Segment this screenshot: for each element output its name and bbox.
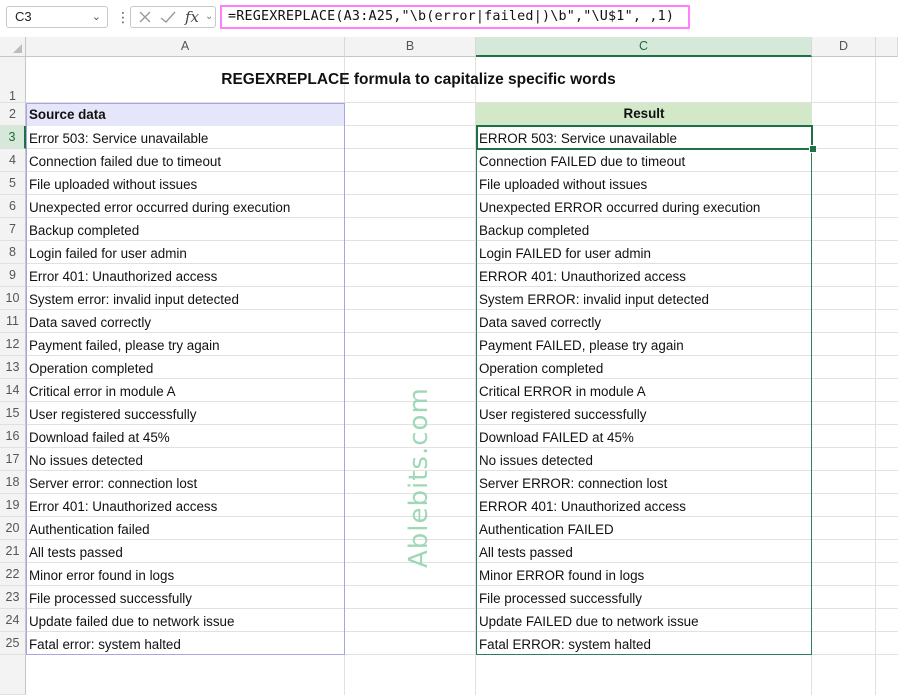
result-cell[interactable]: Data saved correctly <box>479 315 602 330</box>
source-cell[interactable]: Minor error found in logs <box>29 568 175 583</box>
result-cell[interactable]: ERROR 401: Unauthorized access <box>479 269 686 284</box>
row-header-11[interactable]: 11 <box>0 310 26 333</box>
row-header-26[interactable] <box>0 655 26 695</box>
chevron-down-icon[interactable]: ⌄ <box>91 11 101 23</box>
row-header-21[interactable]: 21 <box>0 540 26 563</box>
watermark: Ablebits.com <box>404 387 434 568</box>
source-cell[interactable]: File uploaded without issues <box>29 177 198 192</box>
column-header-b[interactable]: B <box>345 37 476 57</box>
fx-icon[interactable]: fx <box>185 8 200 26</box>
result-cell[interactable]: ERROR 401: Unauthorized access <box>479 499 686 514</box>
formula-controls <box>130 6 216 28</box>
result-cell[interactable]: Download FAILED at 45% <box>479 430 634 445</box>
result-cell[interactable]: No issues detected <box>479 453 593 468</box>
row-header-10[interactable]: 10 <box>0 287 26 310</box>
result-cell[interactable]: Fatal ERROR: system halted <box>479 637 651 652</box>
column-header-c[interactable]: C <box>476 37 812 57</box>
select-all-corner[interactable] <box>0 37 26 57</box>
row-header-24[interactable]: 24 <box>0 609 26 632</box>
result-cell[interactable]: Critical ERROR in module A <box>479 384 646 399</box>
source-cell[interactable]: Operation completed <box>29 361 154 376</box>
result-cell[interactable]: Operation completed <box>479 361 604 376</box>
gridline <box>875 57 876 695</box>
source-cell[interactable]: Error 503: Service unavailable <box>29 131 209 146</box>
source-cell[interactable]: Payment failed, please try again <box>29 338 220 353</box>
result-cell[interactable]: ERROR 503: Service unavailable <box>479 131 677 146</box>
source-cell[interactable]: Data saved correctly <box>29 315 152 330</box>
result-cell[interactable]: Payment FAILED, please try again <box>479 338 684 353</box>
row-header-7[interactable]: 7 <box>0 218 26 241</box>
result-cell[interactable]: System ERROR: invalid input detected <box>479 292 709 307</box>
row-header-14[interactable]: 14 <box>0 379 26 402</box>
source-cell[interactable]: Unexpected error occurred during execution <box>29 200 291 215</box>
fx-chevron-icon[interactable]: ⌄ <box>205 11 214 22</box>
source-cell[interactable]: Login failed for user admin <box>29 246 187 261</box>
source-cell[interactable]: No issues detected <box>29 453 143 468</box>
row-header-2[interactable]: 2 <box>0 103 26 126</box>
result-cell[interactable]: File processed successfully <box>479 591 642 606</box>
result-cell[interactable]: User registered successfully <box>479 407 647 422</box>
fill-handle[interactable] <box>809 145 817 153</box>
source-cell[interactable]: System error: invalid input detected <box>29 292 239 307</box>
source-cell[interactable]: Critical error in module A <box>29 384 176 399</box>
source-cell[interactable]: Backup completed <box>29 223 140 238</box>
row-header-19[interactable]: 19 <box>0 494 26 517</box>
result-cell[interactable]: Update FAILED due to network issue <box>479 614 699 629</box>
result-header[interactable]: Result <box>476 103 812 126</box>
column-header-a[interactable]: A <box>26 37 345 57</box>
source-cell[interactable]: Error 401: Unauthorized access <box>29 269 218 284</box>
formula-input[interactable]: =REGEXREPLACE(A3:A25,"\b(error|failed|)\b","\U$1", ,1) <box>220 5 690 29</box>
result-cell[interactable]: Connection FAILED due to timeout <box>479 154 686 169</box>
source-cell[interactable]: User registered successfully <box>29 407 197 422</box>
source-cell[interactable]: Server error: connection lost <box>29 476 198 491</box>
row-header-1[interactable]: 1 <box>0 57 26 103</box>
row-header-22[interactable]: 22 <box>0 563 26 586</box>
worksheet-grid <box>0 37 898 687</box>
name-box[interactable] <box>6 6 108 28</box>
row-header-16[interactable]: 16 <box>0 425 26 448</box>
result-cell[interactable]: File uploaded without issues <box>479 177 648 192</box>
source-cell[interactable]: Error 401: Unauthorized access <box>29 499 218 514</box>
source-cell[interactable]: Authentication failed <box>29 522 150 537</box>
result-cell[interactable]: Backup completed <box>479 223 590 238</box>
source-cell[interactable]: Fatal error: system halted <box>29 637 181 652</box>
more-icon[interactable]: ⋮ <box>116 9 130 25</box>
row-header-5[interactable]: 5 <box>0 172 26 195</box>
row-header-8[interactable]: 8 <box>0 241 26 264</box>
sheet-title: REGEXREPLACE formula to capitalize specific words <box>221 71 616 88</box>
result-cell[interactable]: Minor ERROR found in logs <box>479 568 645 583</box>
name-box-value: C3 <box>15 9 32 24</box>
row-header-17[interactable]: 17 <box>0 448 26 471</box>
row-header-9[interactable]: 9 <box>0 264 26 287</box>
result-cell[interactable]: Login FAILED for user admin <box>479 246 651 261</box>
formula-bar <box>0 0 898 36</box>
row-header-12[interactable]: 12 <box>0 333 26 356</box>
source-cell[interactable]: All tests passed <box>29 545 123 560</box>
source-data-header[interactable]: Source data <box>26 103 345 126</box>
row-header-23[interactable]: 23 <box>0 586 26 609</box>
row-header-3[interactable]: 3 <box>0 126 26 149</box>
row-header-18[interactable]: 18 <box>0 471 26 494</box>
result-cell[interactable]: Authentication FAILED <box>479 522 614 537</box>
source-cell[interactable]: Update failed due to network issue <box>29 614 235 629</box>
row-header-13[interactable]: 13 <box>0 356 26 379</box>
source-cell[interactable]: Download failed at 45% <box>29 430 170 445</box>
source-cell[interactable]: Connection failed due to timeout <box>29 154 222 169</box>
source-cell[interactable]: File processed successfully <box>29 591 192 606</box>
result-cell[interactable]: Server ERROR: connection lost <box>479 476 668 491</box>
row-header-25[interactable]: 25 <box>0 632 26 655</box>
check-icon[interactable] <box>159 9 177 30</box>
cancel-x-icon[interactable] <box>137 9 153 30</box>
result-cell[interactable]: Unexpected ERROR occurred during execution <box>479 200 761 215</box>
row-header-15[interactable]: 15 <box>0 402 26 425</box>
column-header-e[interactable] <box>876 37 898 57</box>
row-header-4[interactable]: 4 <box>0 149 26 172</box>
row-header-20[interactable]: 20 <box>0 517 26 540</box>
column-header-d[interactable]: D <box>812 37 876 57</box>
result-cell[interactable]: All tests passed <box>479 545 573 560</box>
row-header-6[interactable]: 6 <box>0 195 26 218</box>
